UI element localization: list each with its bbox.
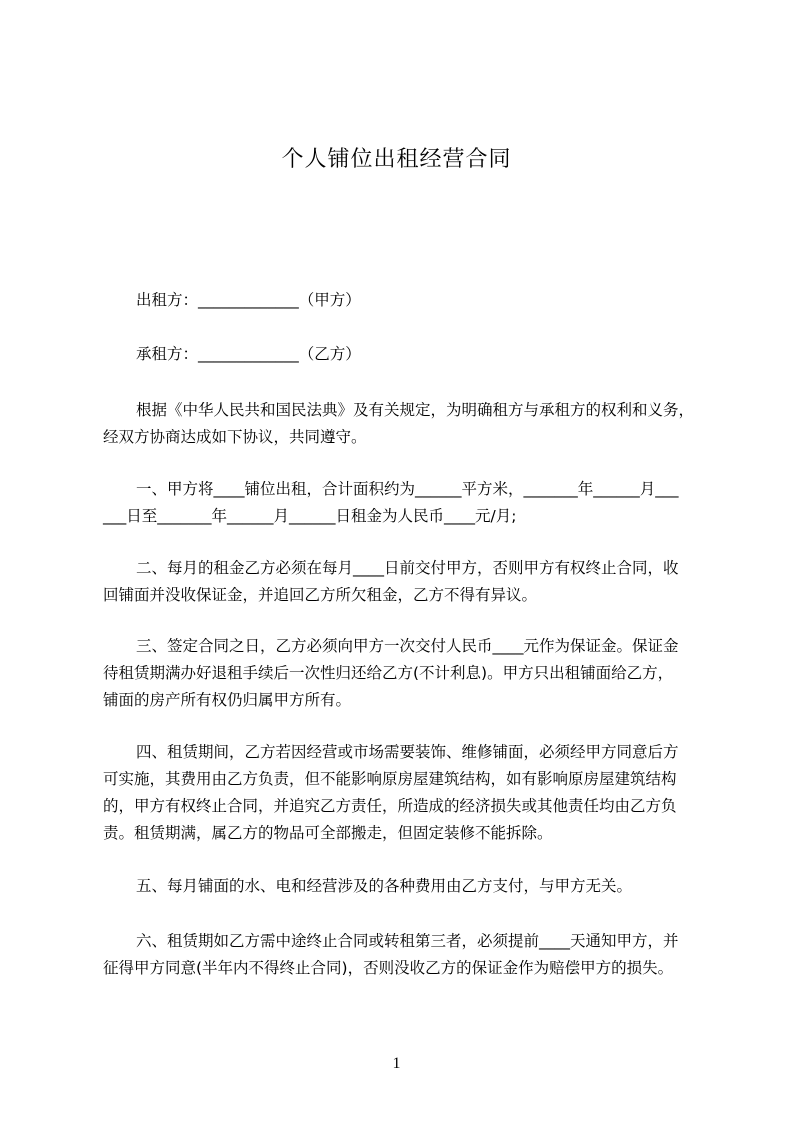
lessee-line [103, 341, 703, 368]
clause-6 [103, 928, 703, 982]
lessee-text: 承租方：_____________（乙方） [136, 345, 361, 363]
clause-1 [103, 476, 703, 530]
text-line: 回铺面并没收保证金，并追回乙方所欠租金，乙方不得有异议。 [103, 586, 538, 604]
clause-3 [103, 633, 703, 714]
text-line: 一、甲方将____铺位出租，合计面积约为______平方米，_______年______月___ [136, 480, 679, 498]
lessor-text: 出租方：_____________（甲方） [136, 291, 361, 309]
text-line: ___日至_______年______月______日租金为人民币____元/月; [103, 507, 517, 525]
text-line: 四、租赁期间，乙方若因经营或市场需要装饰、维修铺面，必须经甲方同意后方 [136, 743, 679, 761]
text-line: 待租赁期满办好退租手续后一次性归还给乙方(不计利息)。甲方只出租铺面给乙方， [103, 664, 674, 682]
text-line: 征得甲方同意(半年内不得终止合同)，否则没收乙方的保证金作为赔偿甲方的损失。 [103, 959, 674, 977]
text-line: 根据《中华人民共和国民法典》及有关规定，为明确租方与承租方的权利和义务， [136, 401, 695, 419]
clause-5 [103, 873, 703, 900]
text-line: 二、每月的租金乙方必须在每月____日前交付甲方，否则甲方有权终止合同，收 [136, 559, 679, 577]
text-line: 经双方协商达成如下协议，共同遵守。 [103, 428, 367, 446]
preamble-paragraph [103, 397, 703, 451]
text-line: 责。租赁期满，属乙方的物品可全部搬走，但固定装修不能拆除。 [103, 824, 553, 842]
text-line: 铺面的房产所有权仍归属甲方所有。 [103, 691, 352, 709]
text-line: 五、每月铺面的水、电和经营涉及的各种费用由乙方支付，与甲方无关。 [136, 877, 633, 895]
text-line: 三、签定合同之日，乙方必须向甲方一次交付人民币____元作为保证金。保证金 [136, 637, 679, 655]
page-number: 1 [392, 1055, 401, 1072]
text-line: 六、租赁期如乙方需中途终止合同或转租第三者，必须提前____天通知甲方，并 [136, 932, 679, 950]
document-title: 个人铺位出租经营合同 [281, 147, 512, 172]
text-line: 可实施，其费用由乙方负责，但不能影响原房屋建筑结构，如有影响原房屋建筑结构 [103, 770, 677, 788]
clause-4 [103, 739, 703, 847]
clause-2 [103, 555, 703, 609]
lessor-line [103, 287, 703, 314]
text-line: 的，甲方有权终止合同，并追究乙方责任，所造成的经济损失或其他责任均由乙方负 [103, 797, 677, 815]
